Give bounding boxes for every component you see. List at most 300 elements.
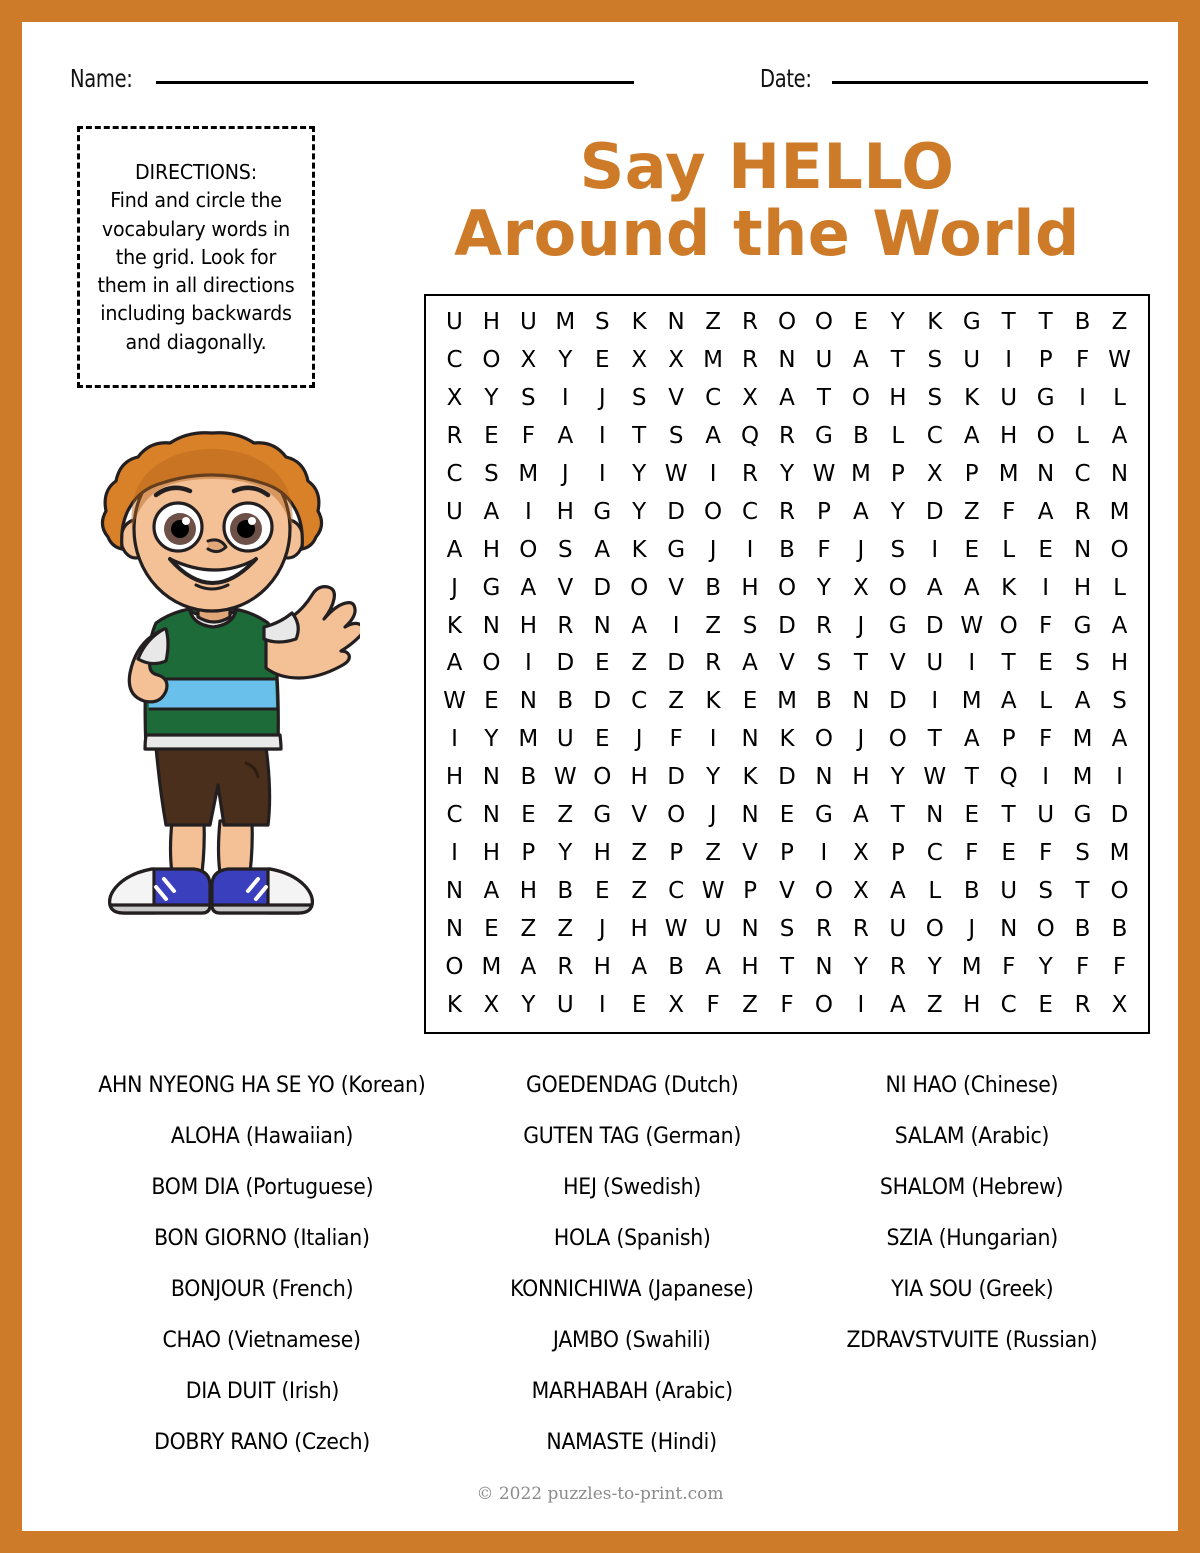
grid-cell[interactable]: H — [1110, 650, 1129, 677]
grid-cell[interactable]: A — [1111, 423, 1128, 450]
grid-cell[interactable]: Z — [1111, 309, 1128, 336]
grid-cell[interactable]: X — [742, 385, 758, 412]
grid-cell[interactable]: O — [482, 347, 501, 374]
grid-cell[interactable]: H — [482, 839, 501, 866]
grid-cell[interactable]: P — [890, 839, 905, 866]
grid-cell[interactable]: H — [630, 764, 648, 791]
grid-cell[interactable]: G — [482, 574, 501, 601]
grid-cell[interactable]: X — [668, 991, 685, 1018]
grid-cell[interactable]: C — [926, 839, 943, 866]
grid-cell[interactable]: Y — [521, 991, 536, 1018]
grid-cell[interactable]: A — [631, 612, 648, 639]
grid-cell[interactable]: W — [443, 688, 466, 715]
grid-cell[interactable]: E — [594, 650, 610, 677]
grid-cell[interactable]: A — [631, 953, 648, 980]
grid-cell[interactable]: R — [815, 915, 832, 942]
grid-cell[interactable]: A — [705, 423, 721, 450]
grid-cell[interactable]: O — [814, 309, 833, 336]
grid-cell[interactable]: T — [1038, 309, 1053, 336]
grid-cell[interactable]: O — [593, 764, 612, 791]
grid-cell[interactable]: Q — [740, 423, 760, 450]
grid-cell[interactable]: E — [594, 877, 610, 904]
grid-cell[interactable]: U — [926, 650, 944, 677]
grid-cell[interactable]: E — [484, 423, 499, 450]
grid-cell[interactable]: O — [704, 498, 723, 525]
grid-cell[interactable]: D — [593, 574, 612, 601]
grid-cell[interactable]: L — [891, 423, 905, 450]
grid-cell[interactable]: A — [963, 726, 980, 753]
grid-cell[interactable]: A — [594, 536, 611, 563]
grid-cell[interactable]: R — [1074, 498, 1091, 525]
grid-cell[interactable]: F — [521, 423, 535, 450]
grid-cell[interactable]: B — [816, 688, 832, 715]
grid-cell[interactable]: G — [815, 802, 833, 829]
grid-cell[interactable]: D — [593, 688, 612, 715]
grid-cell[interactable]: I — [1042, 574, 1050, 601]
grid-cell[interactable]: D — [778, 612, 796, 639]
grid-cell[interactable]: M — [1072, 764, 1093, 791]
grid-cell[interactable]: M — [850, 461, 871, 488]
grid-cell[interactable]: P — [817, 498, 831, 525]
grid-cell[interactable]: F — [817, 536, 831, 563]
grid-cell[interactable]: V — [668, 574, 685, 601]
grid-cell[interactable]: S — [927, 347, 943, 374]
grid-cell[interactable]: J — [857, 536, 865, 563]
grid-cell[interactable]: A — [779, 385, 795, 412]
grid-cell[interactable]: O — [445, 953, 464, 980]
grid-cell[interactable]: U — [446, 498, 463, 525]
grid-cell[interactable]: I — [931, 536, 939, 563]
grid-cell[interactable]: S — [484, 461, 499, 488]
grid-cell[interactable]: E — [1038, 991, 1053, 1018]
grid-cell[interactable]: X — [853, 574, 869, 601]
grid-cell[interactable]: B — [557, 877, 574, 904]
grid-cell[interactable]: D — [925, 498, 944, 525]
grid-cell[interactable]: O — [482, 650, 501, 677]
grid-cell[interactable]: S — [558, 536, 573, 563]
grid-cell[interactable]: O — [814, 877, 833, 904]
grid-cell[interactable]: Z — [963, 498, 980, 525]
grid-cell[interactable]: G — [888, 612, 907, 639]
grid-cell[interactable]: L — [1002, 536, 1016, 563]
grid-cell[interactable]: L — [1039, 688, 1053, 715]
grid-cell[interactable]: C — [446, 347, 463, 374]
grid-cell[interactable]: O — [777, 574, 797, 601]
grid-cell[interactable]: U — [1000, 385, 1018, 412]
grid-cell[interactable]: H — [889, 385, 907, 412]
grid-cell[interactable]: R — [889, 953, 906, 980]
grid-cell[interactable]: R — [1074, 991, 1091, 1018]
grid-cell[interactable]: R — [815, 612, 832, 639]
grid-cell[interactable]: E — [853, 309, 869, 336]
grid-cell[interactable]: D — [778, 764, 796, 791]
grid-cell[interactable]: N — [482, 802, 501, 829]
grid-cell[interactable]: M — [703, 347, 724, 374]
grid-cell[interactable]: O — [667, 802, 686, 829]
grid-cell[interactable]: W — [923, 764, 947, 791]
grid-cell[interactable]: X — [853, 877, 869, 904]
grid-cell[interactable]: Z — [705, 309, 721, 336]
grid-cell[interactable]: Y — [558, 347, 573, 374]
grid-cell[interactable]: A — [1111, 612, 1128, 639]
grid-cell[interactable]: F — [1075, 347, 1090, 374]
grid-cell[interactable]: B — [779, 536, 795, 563]
grid-cell[interactable]: Y — [927, 953, 942, 980]
grid-cell[interactable]: O — [925, 915, 944, 942]
grid-cell[interactable]: B — [520, 764, 537, 791]
grid-cell[interactable]: A — [705, 953, 721, 980]
grid-cell[interactable]: T — [927, 726, 942, 753]
grid-cell[interactable]: Y — [558, 839, 573, 866]
grid-cell[interactable]: C — [705, 385, 722, 412]
grid-cell[interactable]: P — [1038, 347, 1053, 374]
grid-cell[interactable]: P — [743, 877, 757, 904]
grid-cell[interactable]: M — [961, 688, 982, 715]
grid-cell[interactable]: A — [557, 423, 574, 450]
grid-cell[interactable]: C — [926, 423, 943, 450]
grid-cell[interactable]: K — [927, 309, 943, 336]
grid-cell[interactable]: U — [704, 915, 722, 942]
grid-cell[interactable]: E — [964, 536, 979, 563]
grid-cell[interactable]: G — [593, 802, 612, 829]
grid-cell[interactable]: I — [598, 461, 606, 488]
grid-cell[interactable]: N — [1110, 461, 1129, 488]
grid-cell[interactable]: G — [962, 309, 981, 336]
grid-cell[interactable]: T — [890, 802, 905, 829]
grid-cell[interactable]: W — [664, 461, 688, 488]
grid-cell[interactable]: H — [445, 764, 464, 791]
grid-cell[interactable]: K — [779, 726, 795, 753]
grid-cell[interactable]: N — [445, 877, 464, 904]
grid-cell[interactable]: F — [965, 839, 979, 866]
grid-cell[interactable]: Y — [632, 498, 647, 525]
grid-cell[interactable]: J — [598, 915, 606, 942]
grid-cell[interactable]: H — [1073, 574, 1092, 601]
grid-cell[interactable]: E — [594, 726, 610, 753]
grid-cell[interactable]: F — [1039, 726, 1053, 753]
grid-cell[interactable]: R — [742, 309, 759, 336]
grid-cell[interactable]: Y — [853, 953, 868, 980]
grid-cell[interactable]: V — [779, 650, 795, 677]
grid-cell[interactable]: R — [557, 953, 574, 980]
grid-cell[interactable]: N — [482, 764, 501, 791]
grid-cell[interactable]: A — [520, 574, 537, 601]
grid-cell[interactable]: P — [521, 839, 536, 866]
grid-cell[interactable]: M — [518, 461, 539, 488]
grid-cell[interactable]: O — [1110, 877, 1129, 904]
grid-cell[interactable]: D — [888, 688, 907, 715]
grid-cell[interactable]: H — [519, 612, 537, 639]
grid-cell[interactable]: H — [482, 309, 501, 336]
grid-cell[interactable]: N — [815, 953, 833, 980]
grid-cell[interactable]: A — [889, 991, 906, 1018]
grid-cell[interactable]: C — [1074, 461, 1091, 488]
grid-cell[interactable]: H — [852, 764, 870, 791]
grid-cell[interactable]: A — [742, 650, 758, 677]
grid-cell[interactable]: A — [889, 877, 906, 904]
grid-cell[interactable]: A — [926, 574, 943, 601]
grid-cell[interactable]: F — [1002, 498, 1016, 525]
grid-cell[interactable]: N — [741, 726, 759, 753]
grid-cell[interactable]: N — [741, 915, 759, 942]
grid-cell[interactable]: S — [594, 309, 610, 336]
grid-cell[interactable]: P — [669, 839, 684, 866]
date-write-line[interactable] — [832, 80, 1148, 84]
grid-cell[interactable]: J — [451, 574, 458, 601]
grid-cell[interactable]: O — [519, 536, 538, 563]
grid-cell[interactable]: G — [815, 423, 833, 450]
grid-cell[interactable]: J — [857, 726, 865, 753]
grid-cell[interactable]: L — [1113, 385, 1126, 412]
grid-cell[interactable]: B — [852, 423, 869, 450]
grid-cell[interactable]: I — [598, 991, 606, 1018]
grid-cell[interactable]: U — [556, 726, 574, 753]
grid-cell[interactable]: C — [631, 688, 648, 715]
grid-cell[interactable]: N — [593, 612, 611, 639]
grid-cell[interactable]: U — [446, 309, 463, 336]
grid-cell[interactable]: O — [888, 574, 907, 601]
name-write-line[interactable] — [156, 80, 634, 84]
grid-cell[interactable]: X — [1111, 991, 1128, 1018]
grid-cell[interactable]: S — [816, 650, 832, 677]
grid-cell[interactable]: I — [451, 726, 458, 753]
grid-cell[interactable]: K — [446, 612, 463, 639]
grid-cell[interactable]: I — [451, 839, 458, 866]
grid-cell[interactable]: V — [779, 877, 795, 904]
grid-cell[interactable]: A — [446, 536, 463, 563]
grid-cell[interactable]: D — [925, 612, 944, 639]
grid-cell[interactable]: Z — [557, 915, 574, 942]
grid-cell[interactable]: F — [1075, 953, 1090, 980]
grid-cell[interactable]: V — [889, 650, 906, 677]
grid-cell[interactable]: I — [1079, 385, 1086, 412]
grid-cell[interactable]: R — [557, 612, 574, 639]
grid-cell[interactable]: P — [1001, 726, 1016, 753]
grid-cell[interactable]: S — [521, 385, 536, 412]
grid-cell[interactable]: T — [890, 347, 905, 374]
grid-cell[interactable]: C — [668, 877, 685, 904]
grid-cell[interactable]: N — [926, 802, 944, 829]
grid-cell[interactable]: I — [709, 461, 717, 488]
grid-cell[interactable]: D — [1110, 802, 1129, 829]
grid-cell[interactable]: O — [630, 574, 649, 601]
grid-cell[interactable]: A — [963, 574, 980, 601]
grid-cell[interactable]: E — [484, 688, 499, 715]
grid-cell[interactable]: A — [446, 650, 463, 677]
grid-cell[interactable]: T — [632, 423, 647, 450]
grid-cell[interactable]: X — [483, 991, 500, 1018]
grid-cell[interactable]: A — [853, 498, 869, 525]
grid-cell[interactable]: W — [812, 461, 836, 488]
grid-cell[interactable]: T — [1001, 802, 1016, 829]
grid-cell[interactable]: Z — [926, 991, 943, 1018]
grid-cell[interactable]: E — [521, 802, 536, 829]
grid-cell[interactable]: I — [857, 991, 865, 1018]
grid-cell[interactable]: S — [1112, 688, 1127, 715]
grid-cell[interactable]: O — [777, 309, 797, 336]
grid-cell[interactable]: F — [780, 991, 794, 1018]
grid-cell[interactable]: Z — [631, 877, 648, 904]
grid-cell[interactable]: K — [1001, 574, 1017, 601]
grid-cell[interactable]: U — [519, 309, 537, 336]
grid-cell[interactable]: B — [705, 574, 721, 601]
grid-cell[interactable]: M — [1072, 726, 1093, 753]
grid-cell[interactable]: S — [631, 385, 647, 412]
grid-cell[interactable]: V — [557, 574, 574, 601]
grid-cell[interactable]: W — [664, 915, 688, 942]
grid-cell[interactable]: H — [593, 953, 611, 980]
grid-cell[interactable]: B — [668, 953, 685, 980]
grid-cell[interactable]: T — [964, 764, 979, 791]
grid-cell[interactable]: D — [556, 650, 575, 677]
grid-cell[interactable]: R — [446, 423, 463, 450]
grid-cell[interactable]: I — [1116, 764, 1123, 791]
grid-cell[interactable]: D — [667, 764, 685, 791]
grid-cell[interactable]: B — [1074, 915, 1091, 942]
grid-cell[interactable]: M — [998, 461, 1019, 488]
grid-cell[interactable]: N — [778, 347, 796, 374]
grid-cell[interactable]: Z — [557, 802, 574, 829]
grid-cell[interactable]: N — [667, 309, 685, 336]
grid-cell[interactable]: L — [1113, 574, 1126, 601]
grid-cell[interactable]: A — [520, 953, 537, 980]
grid-cell[interactable]: J — [857, 612, 865, 639]
grid-cell[interactable]: S — [779, 915, 795, 942]
grid-cell[interactable]: U — [1037, 802, 1055, 829]
grid-cell[interactable]: I — [524, 650, 532, 677]
grid-cell[interactable]: F — [706, 991, 720, 1018]
grid-cell[interactable]: N — [815, 764, 833, 791]
grid-cell[interactable]: N — [1073, 536, 1092, 563]
grid-cell[interactable]: S — [1075, 839, 1090, 866]
grid-cell[interactable]: P — [964, 461, 979, 488]
grid-cell[interactable]: O — [1036, 915, 1055, 942]
grid-cell[interactable]: S — [742, 612, 758, 639]
grid-cell[interactable]: H — [593, 839, 611, 866]
grid-cell[interactable]: N — [1037, 461, 1055, 488]
grid-cell[interactable]: Y — [484, 726, 499, 753]
grid-cell[interactable]: I — [598, 423, 606, 450]
grid-cell[interactable]: X — [520, 347, 537, 374]
grid-cell[interactable]: I — [672, 612, 680, 639]
grid-cell[interactable]: X — [853, 839, 869, 866]
grid-cell[interactable]: I — [524, 498, 532, 525]
grid-cell[interactable]: Z — [705, 839, 721, 866]
grid-cell[interactable]: Z — [520, 915, 537, 942]
grid-cell[interactable]: Y — [890, 764, 905, 791]
grid-cell[interactable]: S — [927, 385, 943, 412]
grid-cell[interactable]: V — [668, 385, 685, 412]
word-search-grid[interactable] — [436, 304, 1138, 1024]
grid-cell[interactable]: C — [446, 461, 463, 488]
grid-cell[interactable]: I — [709, 726, 717, 753]
grid-cell[interactable]: E — [779, 802, 795, 829]
grid-cell[interactable]: S — [668, 423, 684, 450]
grid-cell[interactable]: Y — [1038, 953, 1053, 980]
grid-cell[interactable]: T — [853, 650, 868, 677]
grid-cell[interactable]: X — [631, 347, 648, 374]
grid-cell[interactable]: A — [483, 877, 500, 904]
grid-cell[interactable]: K — [631, 536, 647, 563]
grid-cell[interactable]: F — [1002, 953, 1016, 980]
grid-cell[interactable]: N — [519, 688, 537, 715]
grid-cell[interactable]: G — [667, 536, 686, 563]
grid-cell[interactable]: B — [557, 688, 574, 715]
grid-cell[interactable]: X — [668, 347, 685, 374]
grid-cell[interactable]: A — [963, 423, 980, 450]
grid-cell[interactable]: Y — [706, 764, 721, 791]
grid-cell[interactable]: I — [820, 839, 828, 866]
grid-cell[interactable]: F — [1039, 839, 1053, 866]
grid-cell[interactable]: H — [630, 915, 648, 942]
grid-cell[interactable]: U — [963, 347, 981, 374]
grid-cell[interactable]: J — [598, 385, 606, 412]
grid-cell[interactable]: M — [1109, 498, 1130, 525]
grid-cell[interactable]: G — [593, 498, 612, 525]
grid-cell[interactable]: Y — [632, 461, 647, 488]
grid-cell[interactable]: N — [445, 915, 464, 942]
grid-cell[interactable]: J — [709, 802, 717, 829]
grid-cell[interactable]: Q — [999, 764, 1018, 791]
grid-cell[interactable]: A — [483, 498, 500, 525]
grid-cell[interactable]: J — [561, 461, 569, 488]
grid-cell[interactable]: Z — [631, 650, 648, 677]
grid-cell[interactable]: W — [553, 764, 577, 791]
grid-cell[interactable]: F — [669, 726, 683, 753]
grid-cell[interactable]: H — [741, 953, 759, 980]
grid-cell[interactable]: U — [889, 915, 907, 942]
grid-cell[interactable]: E — [484, 915, 499, 942]
grid-cell[interactable]: F — [1112, 953, 1127, 980]
grid-cell[interactable]: K — [631, 309, 647, 336]
grid-cell[interactable]: O — [1036, 423, 1055, 450]
grid-cell[interactable]: E — [631, 991, 647, 1018]
grid-cell[interactable]: S — [890, 536, 906, 563]
grid-cell[interactable]: A — [1111, 726, 1128, 753]
grid-cell[interactable]: K — [964, 385, 980, 412]
grid-cell[interactable]: L — [1076, 423, 1089, 450]
grid-cell[interactable]: E — [742, 688, 758, 715]
grid-cell[interactable]: A — [1000, 688, 1017, 715]
grid-cell[interactable]: E — [1001, 839, 1016, 866]
grid-cell[interactable]: H — [1000, 423, 1018, 450]
grid-cell[interactable]: D — [667, 498, 685, 525]
grid-cell[interactable]: I — [1042, 764, 1050, 791]
grid-cell[interactable]: S — [1075, 650, 1090, 677]
grid-cell[interactable]: C — [446, 802, 463, 829]
grid-cell[interactable]: H — [963, 991, 981, 1018]
grid-cell[interactable]: O — [1110, 536, 1129, 563]
grid-cell[interactable]: Y — [779, 461, 795, 488]
grid-cell[interactable]: X — [446, 385, 463, 412]
grid-cell[interactable]: M — [777, 688, 797, 715]
grid-cell[interactable]: V — [631, 802, 648, 829]
grid-cell[interactable]: L — [928, 877, 942, 904]
grid-cell[interactable]: N — [1000, 915, 1018, 942]
grid-cell[interactable]: A — [853, 347, 869, 374]
grid-cell[interactable]: I — [931, 688, 939, 715]
grid-cell[interactable]: W — [1108, 347, 1131, 374]
grid-cell[interactable]: U — [1000, 877, 1018, 904]
grid-cell[interactable]: A — [853, 802, 869, 829]
grid-cell[interactable]: C — [742, 498, 759, 525]
grid-cell[interactable]: T — [1001, 309, 1016, 336]
grid-cell[interactable]: N — [852, 688, 870, 715]
grid-cell[interactable]: O — [814, 726, 833, 753]
grid-cell[interactable]: M — [555, 309, 576, 336]
grid-cell[interactable]: N — [741, 802, 759, 829]
grid-cell[interactable]: V — [742, 839, 758, 866]
